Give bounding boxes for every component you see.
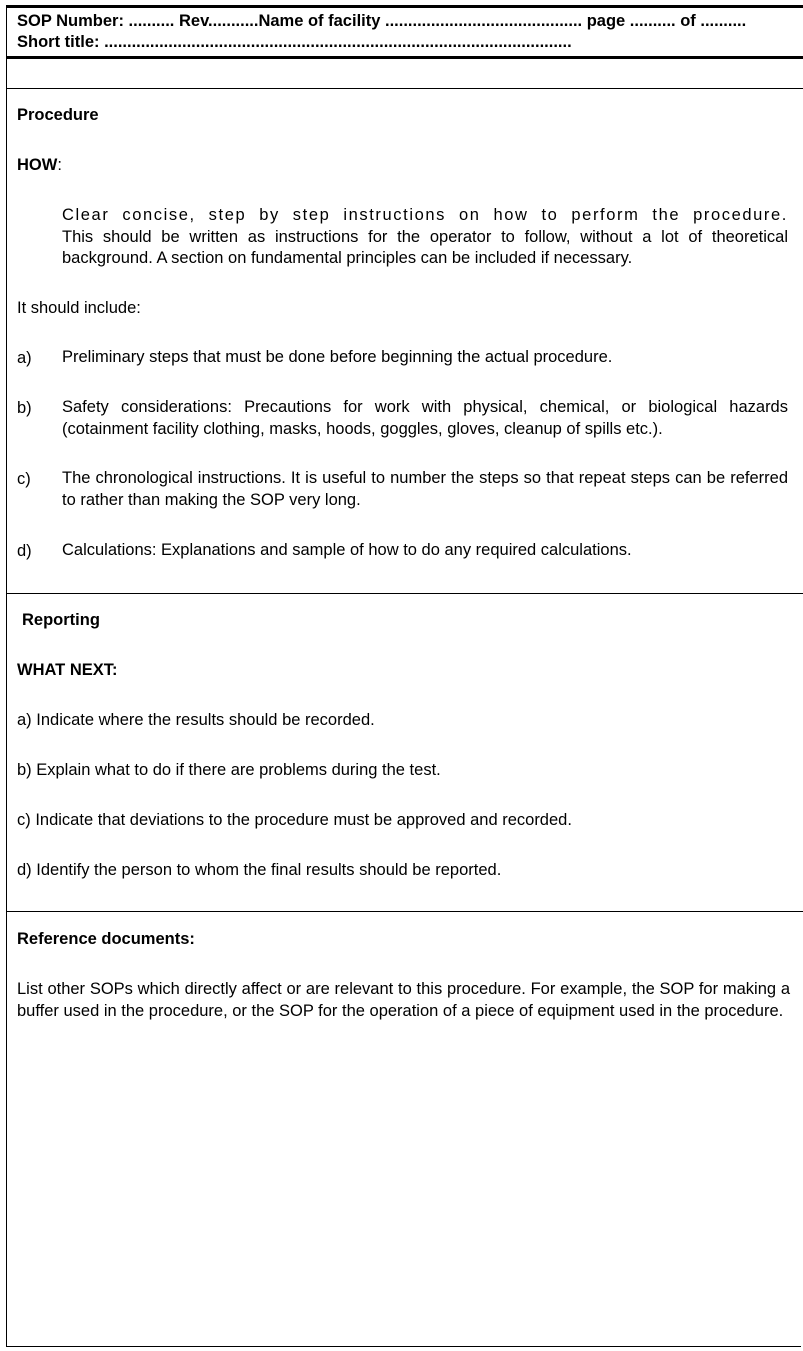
item-letter: a) (17, 349, 32, 367)
reporting-item: c) Indicate that deviations to the procedure must be approved and recorded. (17, 811, 572, 829)
references-text: List other SOPs which directly affect or are relevant to this procedure. For example, the SOP for making a buffer used in the procedure, or the SOP for the operation of a piece of equipment used in the procedure. (17, 980, 790, 1020)
references-heading: Reference documents: (17, 930, 195, 948)
item-letter: b) (17, 399, 32, 417)
reporting-heading: Reporting (22, 611, 100, 629)
procedure-intro-rest: This should be written as instructions for the operator to follow, without a lot of theoretical background. A section on fundamental principles can be included if necessary. (62, 227, 788, 267)
reporting-item: d) Identify the person to whom the final results should be reported. (17, 861, 502, 879)
procedure-top-rule (6, 88, 803, 89)
reporting-item: b) Explain what to do if there are problems during the test. (17, 761, 441, 779)
reporting-item: a) Indicate where the results should be recorded. (17, 711, 375, 729)
header-bottom-rule (6, 56, 803, 59)
procedure-heading: Procedure (17, 106, 99, 124)
include-label: It should include: (17, 299, 141, 317)
sop-header-short-title: Short title: ...................................................................................................... (17, 33, 572, 51)
sop-header (17, 11, 797, 53)
item-letter: d) (17, 542, 32, 560)
item-text: Preliminary steps that must be done before beginning the actual procedure. (62, 348, 613, 366)
references-top-rule (6, 911, 803, 912)
reporting-top-rule (6, 593, 803, 594)
item-letter: c) (17, 470, 31, 488)
item-text: The chronological instructions. It is useful to number the steps so that repeat steps can be referred to rather than making the SOP very long. (62, 469, 788, 509)
header-top-rule (6, 5, 803, 8)
procedure-intro-line1: Clear concise, step by step instructions on how to perform the procedure. (62, 206, 788, 224)
how-label: HOW: (17, 156, 62, 174)
sop-header-line1: SOP Number: .......... Rev...........Name of facility ........................................... page .......... of .......... (17, 12, 747, 30)
procedure-intro (62, 205, 788, 270)
item-text: Calculations: Explanations and sample of how to do any required calculations. (62, 541, 632, 559)
item-text: Safety considerations: Precautions for work with physical, chemical, or biological hazards (cotainment facility clothing, masks, hoods, goggles, gloves, cleanup of spills etc.). (62, 398, 788, 438)
what-next-label: WHAT NEXT: (17, 661, 118, 679)
